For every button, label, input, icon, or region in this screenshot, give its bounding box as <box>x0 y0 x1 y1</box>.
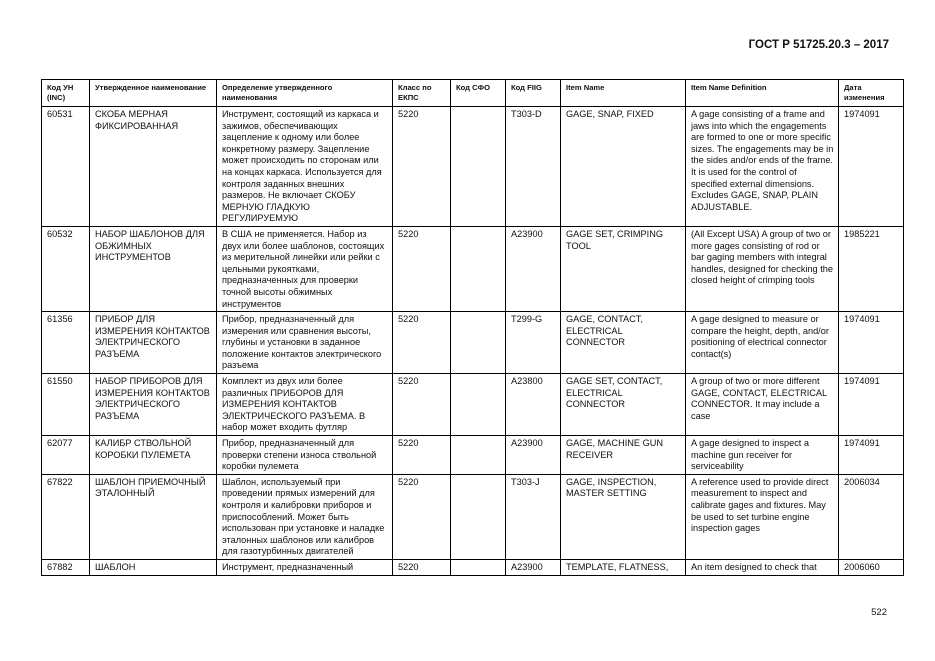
cell-fiig: T303-D <box>506 107 561 227</box>
cell-item-name: GAGE SET, CONTACT, ELECTRICAL CONNECTOR <box>561 374 686 436</box>
cell-inc: 61550 <box>42 374 90 436</box>
cell-sfo <box>451 474 506 559</box>
cell-fiig: A23800 <box>506 374 561 436</box>
col-header-item-definition: Item Name Definition <box>686 80 839 107</box>
cell-date: 1974091 <box>839 107 904 227</box>
cell-definition: В США не применяется. Набор из двух или более шаблонов, состоящих из мерительной линейки или рейки с цельными рукоятками, предназначенных для проверки точной высоты обжимных инструментов <box>217 226 393 311</box>
cell-ekps: 5220 <box>393 436 451 475</box>
cell-name: НАБОР ШАБЛОНОВ ДЛЯ ОБЖИМНЫХ ИНСТРУМЕНТОВ <box>90 226 217 311</box>
col-header-date: Дата изменения <box>839 80 904 107</box>
cell-name: ШАБЛОН <box>90 559 217 575</box>
cell-definition: Прибор, предназначенный для проверки степени износа ствольной коробки пулемета <box>217 436 393 475</box>
cell-item-name: GAGE, SNAP, FIXED <box>561 107 686 227</box>
cell-item-definition: A gage consisting of a frame and jaws into which the engagements are formed to one or more specific sizes. The engagements may be in the sides and/or ends of the frame. It is used for the control of specified external dimensions. Excludes GAGE, SNAP, PLAIN ADJUSTABLE. <box>686 107 839 227</box>
cell-sfo <box>451 107 506 227</box>
cell-sfo <box>451 436 506 475</box>
cell-sfo <box>451 312 506 374</box>
cell-item-name: GAGE SET, CRIMPING TOOL <box>561 226 686 311</box>
cell-ekps: 5220 <box>393 559 451 575</box>
table-row <box>42 436 904 475</box>
cell-item-name: GAGE, MACHINE GUN RECEIVER <box>561 436 686 475</box>
table-row <box>42 559 904 575</box>
cell-definition: Комплект из двух или более различных ПРИБОРОВ ДЛЯ ИЗМЕРЕНИЯ КОНТАКТОВ ЭЛЕКТРИЧЕСКОГО РАЗЪЕМА. В набор может входить футляр <box>217 374 393 436</box>
cell-definition: Прибор, предназначенный для измерения или сравнения высоты, глубины и установки в заданное положение контактов электрического разъема <box>217 312 393 374</box>
cell-item-definition: An item designed to check that <box>686 559 839 575</box>
document-code: ГОСТ Р 51725.20.3 – 2017 <box>748 39 889 51</box>
table-row <box>42 312 904 374</box>
col-header-name: Утвержденное наименование <box>90 80 217 107</box>
table-row <box>42 474 904 559</box>
cell-item-name: GAGE, INSPECTION, MASTER SETTING <box>561 474 686 559</box>
cell-ekps: 5220 <box>393 474 451 559</box>
col-header-ekps: Класс по ЕКПС <box>393 80 451 107</box>
page-number: 522 <box>871 607 887 618</box>
cell-item-definition: A group of two or more different GAGE, CONTACT, ELECTRICAL CONNECTOR. It may include a case <box>686 374 839 436</box>
cell-fiig: A23900 <box>506 559 561 575</box>
cell-sfo <box>451 374 506 436</box>
cell-date: 1974091 <box>839 374 904 436</box>
cell-definition: Инструмент, состоящий из каркаса и зажимов, обеспечивающих зацепление к одному или более конкретному размеру. Зацепление может происходить по сторонам или на концах каркаса. Используется для контроля заданных внешних размеров. Не включает СКОБУ МЕРНУЮ ГЛАДКУЮ РЕГУЛИРУЕМУЮ <box>217 107 393 227</box>
cell-name: КАЛИБР СТВОЛЬНОЙ КОРОБКИ ПУЛЕМЕТА <box>90 436 217 475</box>
cell-name: ПРИБОР ДЛЯ ИЗМЕРЕНИЯ КОНТАКТОВ ЭЛЕКТРИЧЕСКОГО РАЗЪЕМА <box>90 312 217 374</box>
cell-sfo <box>451 559 506 575</box>
cell-inc: 61356 <box>42 312 90 374</box>
cell-ekps: 5220 <box>393 374 451 436</box>
cell-item-definition: A gage designed to inspect a machine gun receiver for serviceability <box>686 436 839 475</box>
cell-item-name: TEMPLATE, FLATNESS, <box>561 559 686 575</box>
cell-name: СКОБА МЕРНАЯ ФИКСИРОВАННАЯ <box>90 107 217 227</box>
cell-fiig: T299-G <box>506 312 561 374</box>
cell-inc: 60531 <box>42 107 90 227</box>
cell-sfo <box>451 226 506 311</box>
cell-date: 1974091 <box>839 436 904 475</box>
cell-ekps: 5220 <box>393 107 451 227</box>
cell-ekps: 5220 <box>393 226 451 311</box>
cell-inc: 62077 <box>42 436 90 475</box>
cell-fiig: A23900 <box>506 226 561 311</box>
cell-date: 1974091 <box>839 312 904 374</box>
cell-inc: 67822 <box>42 474 90 559</box>
table-header-row <box>42 80 904 107</box>
table-row <box>42 107 904 227</box>
cell-item-name: GAGE, CONTACT, ELECTRICAL CONNECTOR <box>561 312 686 374</box>
cell-name: ШАБЛОН ПРИЕМОЧНЫЙ ЭТАЛОННЫЙ <box>90 474 217 559</box>
col-header-item-name: Item Name <box>561 80 686 107</box>
cell-fiig: A23900 <box>506 436 561 475</box>
col-header-inc: Код УН (INC) <box>42 80 90 107</box>
cell-date: 2006060 <box>839 559 904 575</box>
cell-item-definition: (All Except USA) A group of two or more gages consisting of rod or bar gaging members with integral handles, designed for checking the closed height of crimping tools <box>686 226 839 311</box>
cell-fiig: T303-J <box>506 474 561 559</box>
cell-item-definition: A reference used to provide direct measurement to inspect and calibrate gages and fixtures. May be used to set turbine engine inspection gages <box>686 474 839 559</box>
cell-definition: Инструмент, предназначенный <box>217 559 393 575</box>
table-row <box>42 374 904 436</box>
table-row <box>42 226 904 311</box>
cell-inc: 67882 <box>42 559 90 575</box>
cell-date: 2006034 <box>839 474 904 559</box>
cell-ekps: 5220 <box>393 312 451 374</box>
cell-inc: 60532 <box>42 226 90 311</box>
cell-name: НАБОР ПРИБОРОВ ДЛЯ ИЗМЕРЕНИЯ КОНТАКТОВ ЭЛЕКТРИЧЕСКОГО РАЗЪЕМА <box>90 374 217 436</box>
cell-item-definition: A gage designed to measure or compare the height, depth, and/or positioning of electrical connector contact(s) <box>686 312 839 374</box>
catalog-table <box>41 79 904 576</box>
cell-definition: Шаблон, используемый при проведении прямых измерений для контроля и калибровки приборов и приспособлений. Может быть использован при установке и наладке эталонных шаблонов или калибров для газотурбинных двигателей <box>217 474 393 559</box>
col-header-definition: Определение утвержденного наименования <box>217 80 393 107</box>
col-header-sfo: Код СФО <box>451 80 506 107</box>
col-header-fiig: Код FIIG <box>506 80 561 107</box>
cell-date: 1985221 <box>839 226 904 311</box>
